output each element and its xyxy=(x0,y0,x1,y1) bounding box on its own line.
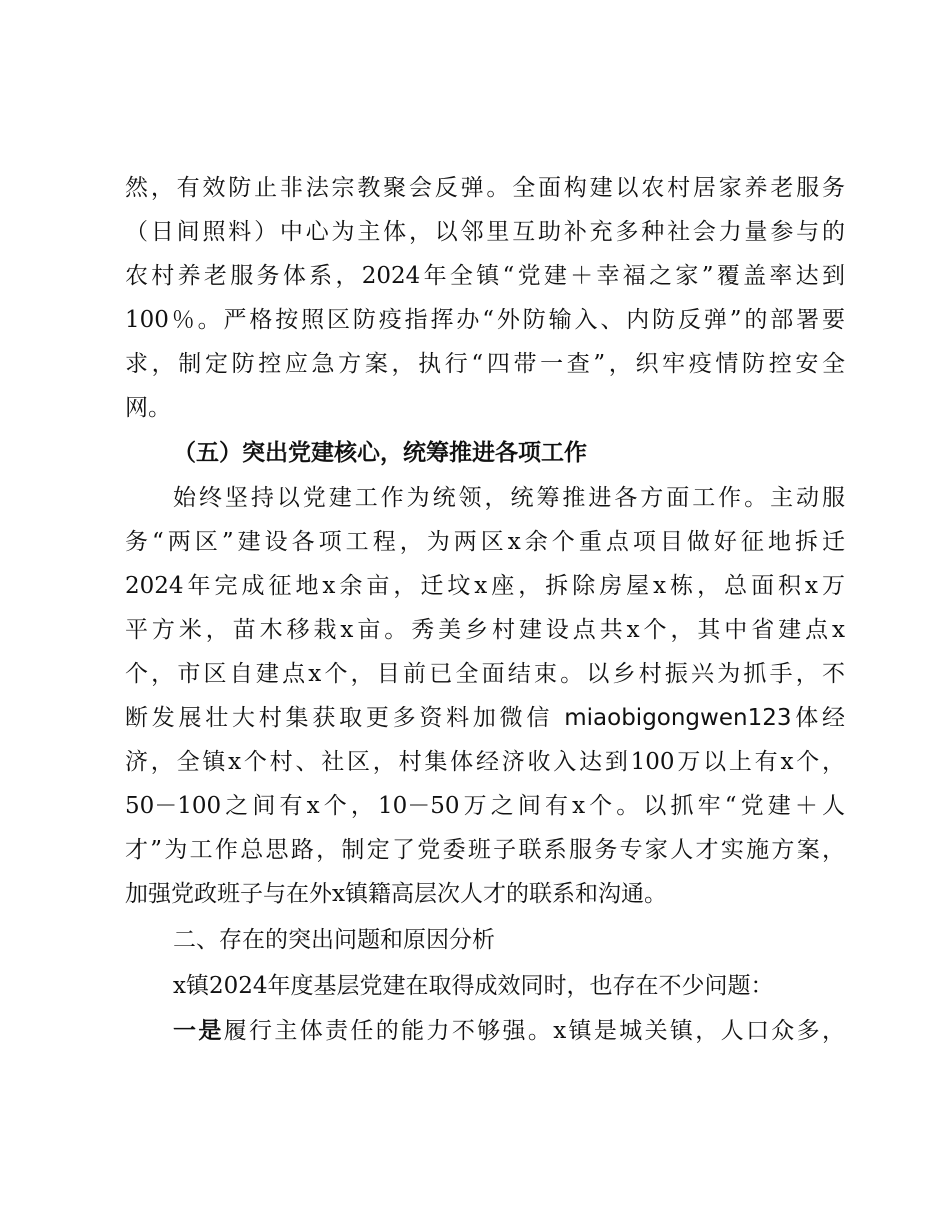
point-label: 一是 xyxy=(173,1018,224,1044)
line-text: 断发展壮大村集 xyxy=(125,705,313,731)
paragraph-line: 2024年完成征地x余亩，迁坟x座，拆除房屋x栋，总面积x万 xyxy=(125,573,845,599)
paragraph-line: 加强党政班子与在外x镇籍高层次人才的联系和沟通。 xyxy=(125,881,667,907)
paragraph-line: 100％。严格按照区防疫指挥办“外防输入、内防反弹”的部署要 xyxy=(125,307,845,333)
paragraph-line: 才”为工作总思路，制定了党委班子联系服务专家人才实施方案， xyxy=(125,837,845,863)
paragraph-line: 务“两区”建设各项工程，为两区x余个重点项目做好征地拆迁 xyxy=(125,529,845,555)
section-heading: （五）突出党建核心，统筹推进各项工作 xyxy=(173,439,587,466)
paragraph-line: 个，市区自建点x个，目前已全面结束。以乡村振兴为抓手，不 xyxy=(125,661,845,687)
paragraph-line: 网。 xyxy=(125,395,171,421)
paragraph-line: 50－100之间有x个，10－50万之间有x个。以抓牢“党建＋人 xyxy=(125,793,845,819)
paragraph-line: 求，制定防控应急方案，执行“四带一查”，织牢疫情防控安全 xyxy=(125,351,845,377)
paragraph-line: x镇2024年度基层党建在取得成效同时，也存在不少问题： xyxy=(173,973,774,999)
paragraph-line-with-watermark xyxy=(125,698,845,738)
watermark-text: 获取更多资料加微信 miaobigongwen123 xyxy=(312,705,792,731)
paragraph-line: 始终坚持以党建工作为统领，统筹推进各方面工作。主动服 xyxy=(173,485,845,511)
line-text: 体经 xyxy=(791,705,846,731)
paragraph-line: 济，全镇x个村、社区，村集体经济收入达到100万以上有x个， xyxy=(125,749,845,775)
paragraph-line: 然，有效防止非法宗教聚会反弹。全面构建以农村居家养老服务 xyxy=(125,175,845,201)
section-heading: 二、存在的突出问题和原因分析 xyxy=(173,927,495,953)
paragraph-line: 农村养老服务体系，2024年全镇“党建＋幸福之家”覆盖率达到 xyxy=(125,263,845,289)
paragraph-line: 平方米，苗木移栽x亩。秀美乡村建设点共x个，其中省建点x xyxy=(125,617,845,643)
point-text: 履行主体责任的能力不够强。x镇是城关镇，人口众多， xyxy=(223,1018,845,1044)
paragraph-line xyxy=(173,1011,845,1051)
paragraph-line: （日间照料）中心为主体，以邻里互助补充多种社会力量参与的 xyxy=(125,219,845,245)
